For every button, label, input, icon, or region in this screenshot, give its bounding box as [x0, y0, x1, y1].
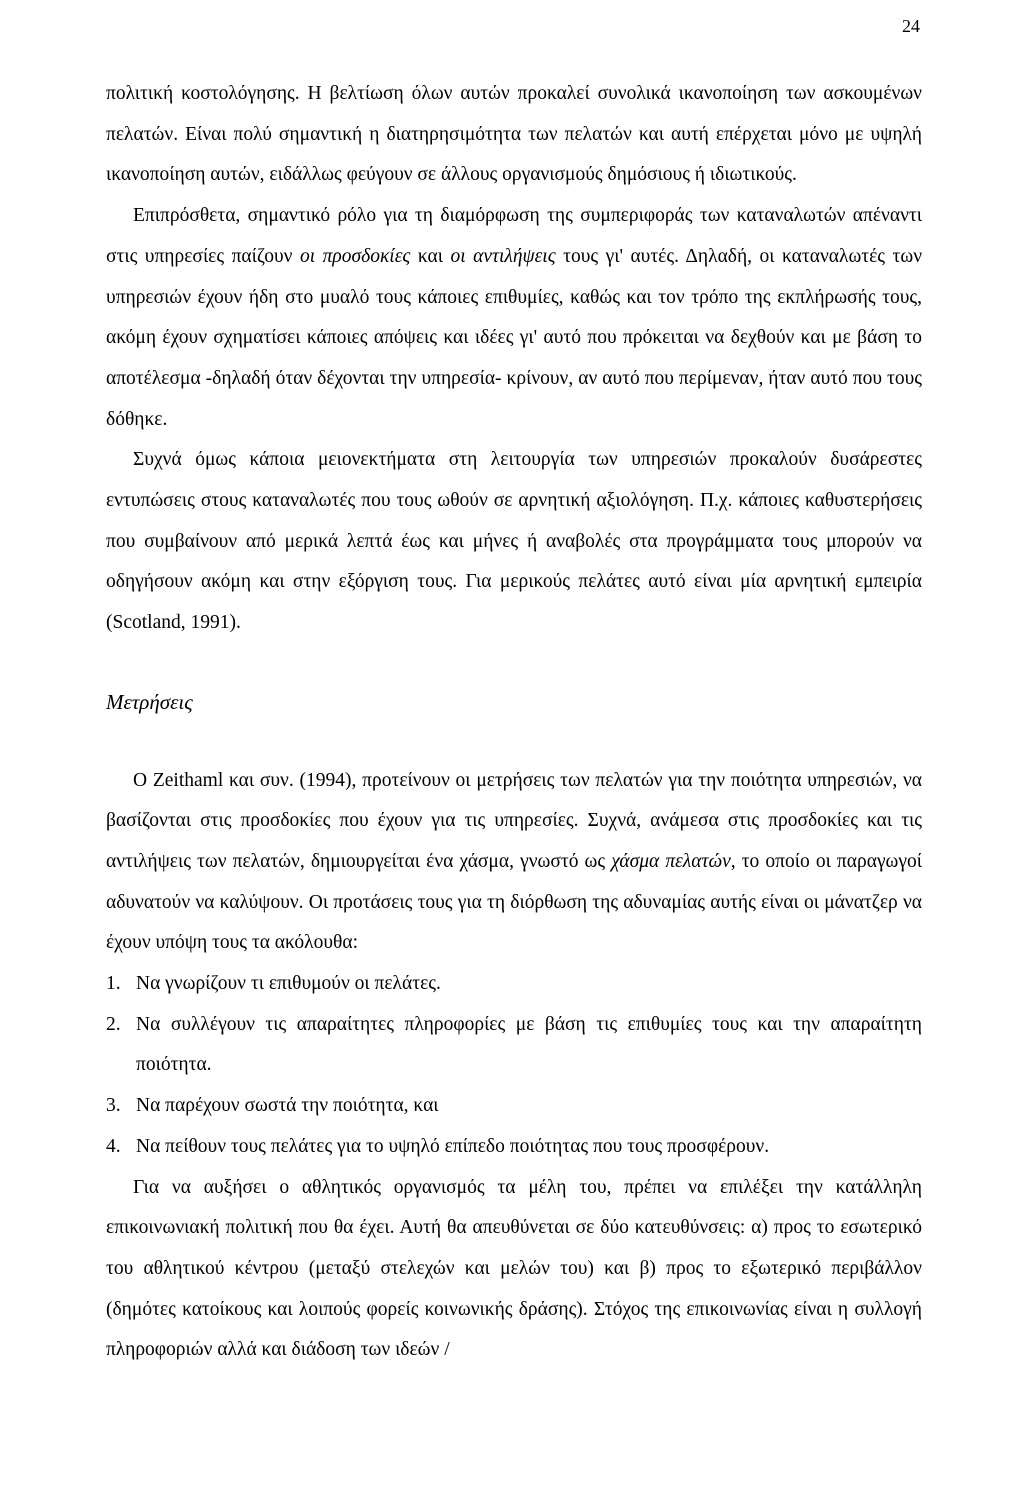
emphasis-expectations: οι προσδοκίες — [299, 245, 411, 267]
list-item-number: 2. — [106, 1013, 121, 1035]
document-body — [106, 74, 922, 1371]
paragraph-expectations-text-a: Επιπρόσθετα, σημαντικό ρόλο για τη διαμόρφωση της συμπεριφοράς των καταναλωτών απέναντι στις υπηρεσίες παίζουν — [106, 205, 922, 267]
list-item-text: Να παρέχουν σωστά την ποιότητα, και — [136, 1095, 439, 1117]
paragraph-communication: Για να αυξήσει ο αθλητικός οργανισμός τα μέλη του, πρέπει να επιλέξει την κατάλληλη επικοινωνιακή πολιτική που θα έχει. Αυτή θα απευθύνεται σε δύο κατευθύνσεις: α) προς το εσωτερικό του αθλητικού κέντρου (μεταξύ στελεχών και μελών του) και β) προς το εξωτερικό περιβάλλον (δημότες κατοίκους και λοιπούς φορείς κοινωνικής δράσης). Στόχος της επικοινωνίας είναι η συλλογή πληροφοριών αλλά και διάδοση των ιδεών / — [106, 1176, 922, 1361]
emphasis-perceptions: οι αντιλήψεις — [450, 245, 556, 267]
list-item — [106, 964, 922, 1005]
paragraph-continuation: πολιτική κοστολόγησης. Η βελτίωση όλων αυτών προκαλεί συνολικά ικανοποίηση των ασκουμένων πελατών. Είναι πολύ σημαντική η διατηρησιμότητα των πελατών και αυτή επέρχεται μόνο με υψηλή ικανοποίηση αυτών, ειδάλλως φεύγουν σε άλλους οργανισμούς δημόσιους ή ιδιωτικούς. — [106, 83, 922, 186]
paragraph-drawbacks: Συχνά όμως κάποια μειονεκτήματα στη λειτουργία των υπηρεσιών προκαλούν δυσάρεστες εντυπώσεις στους καταναλωτές που τους ωθούν σε αρνητική αξιολόγηση. Π.χ. κάποιες καθυστερήσεις που συμβαίνουν από μερικά λεπτά έως και μήνες ή αναβολές στα προγράμματα τους μπορούν να οδηγήσουν ακόμη και στην εξόργιση τους. Για μερικούς πελάτες αυτό είναι μία αρνητική εμπειρία (Scotland, 1991). — [106, 449, 922, 634]
paragraph-measurements — [106, 761, 922, 965]
list-item-number: 3. — [106, 1095, 121, 1117]
paragraph-expectations-text-e: τους γι' αυτές. Δηλαδή, οι καταναλωτές των υπηρεσιών έχουν ήδη στο μυαλό τους κάποιες επιθυμίες, καθώς και τον τρόπο της εκπλήρωσής τους, ακόμη έχουν σχηματίσει κάποιες απόψεις και ιδέες γι' αυτό που πρόκειται να δεχθούν και με βάση το αποτέλεσμα -δηλαδή όταν δέχονται την υπηρεσία- κρίνουν, αν αυτό που περίμεναν, ήταν αυτό που τους δόθηκε. — [106, 245, 923, 430]
list-item-number: 1. — [106, 973, 121, 995]
paragraph-expectations — [106, 196, 922, 440]
numbered-list — [106, 964, 922, 1168]
paragraph-measurements-text-c: το οποίο οι παραγωγοί αδυνατούν να καλύψουν. Οι προτάσεις τους για τη διόρθωση της αδυναμίας αυτής είναι οι μάνατζερ να έχουν υπόψη τους τα ακόλουθα: — [106, 850, 923, 954]
list-item — [106, 1086, 922, 1127]
list-item-text: Να συλλέγουν τις απαραίτητες πληροφορίες με βάση τις επιθυμίες τους και την απαραίτητη ποιότητα. — [136, 1013, 922, 1076]
page-number: 24 — [902, 16, 920, 36]
list-item — [106, 1005, 922, 1086]
emphasis-customer-gap: χάσμα πελατών, — [611, 850, 736, 872]
list-item-text: Να γνωρίζουν τι επιθυμούν οι πελάτες. — [136, 973, 441, 995]
paragraph-expectations-text-c: και — [410, 245, 451, 267]
section-heading: Μετρήσεις — [106, 689, 193, 714]
list-item — [106, 1127, 922, 1168]
list-item-number: 4. — [106, 1135, 121, 1157]
paragraph-measurements-text-a: Ο Zeithaml και συν. (1994), προτείνουν οι μετρήσεις των πελατών για την ποιότητα υπηρεσιών, να βασίζονται στις προσδοκίες που έχουν για τις υπηρεσίες. Συχνά, ανάμεσα στις προσδοκίες και τις αντιλήψεις των πελατών, δημιουργείται ένα χάσμα, γνωστό ως — [106, 769, 922, 872]
list-item-text: Να πείθουν τους πελάτες για το υψηλό επίπεδο ποιότητας που τους προσφέρουν. — [136, 1135, 770, 1157]
